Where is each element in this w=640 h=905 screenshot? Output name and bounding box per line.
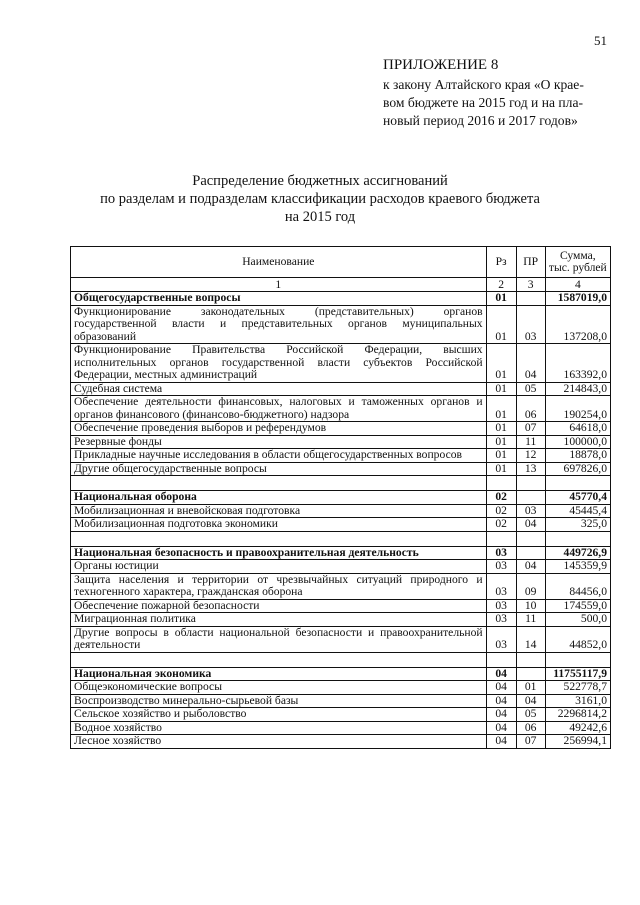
row-name: Другие общегосударственные вопросы [71,462,487,476]
row-pr: 04 [516,694,545,708]
spacer-cell [516,476,545,491]
row-pr: 11 [516,435,545,449]
row-amount: 137208,0 [545,305,610,344]
row-rz: 01 [486,462,516,476]
table-row [71,449,611,463]
header-pr: ПР [516,247,545,278]
table-section-row [71,546,611,560]
row-rz: 03 [486,599,516,613]
row-rz: 01 [486,344,516,383]
row-amount: 2296814,2 [545,708,610,722]
row-amount: 500,0 [545,613,610,627]
budget-table [70,246,611,749]
row-rz: 04 [486,708,516,722]
row-amount: 45445,4 [545,504,610,518]
row-rz: 02 [486,491,516,505]
row-name: Национальная безопасность и правоохранительная деятельность [71,546,487,560]
spacer-cell [516,531,545,546]
row-amount: 100000,0 [545,435,610,449]
row-amount: 44852,0 [545,626,610,652]
column-number-row [71,278,611,292]
column-number: 1 [71,278,487,292]
row-rz: 04 [486,694,516,708]
table-section-row [71,667,611,681]
row-amount: 84456,0 [545,573,610,599]
document-title-line: на 2015 год [284,209,356,225]
row-name: Органы юстиции [71,560,487,574]
row-amount: 45770,4 [545,491,610,505]
document-title-line: Распределение бюджетных ассигнований [192,173,448,189]
header-sum [545,247,610,278]
spacer-cell [71,652,487,667]
row-name: Судебная система [71,382,487,396]
row-amount: 18878,0 [545,449,610,463]
row-pr: 04 [516,344,545,383]
row-pr: 09 [516,573,545,599]
row-rz: 03 [486,626,516,652]
spacer-cell [545,652,610,667]
row-name: Прикладные научные исследования в области общегосударственных вопросов [71,449,487,463]
document-title-line: по разделам и подразделам классификации расходов краевого бюджета [100,191,540,207]
table-row [71,560,611,574]
table-row [71,305,611,344]
row-name: Функционирование Правительства Российской Федерации, высших исполнительных органов государственной власти субъектов Российской Федерации, местных администраций [71,344,487,383]
appendix-title: ПРИЛОЖЕНИЕ 8 [383,57,499,73]
table-row [71,518,611,532]
row-amount: 174559,0 [545,599,610,613]
row-name: Обеспечение проведения выборов и референдумов [71,422,487,436]
row-name: Обеспечение пожарной безопасности [71,599,487,613]
row-rz: 03 [486,546,516,560]
page-number: 51 [594,33,607,48]
row-rz: 02 [486,518,516,532]
row-pr [516,667,545,681]
spacer-cell [71,476,487,491]
row-amount: 49242,6 [545,721,610,735]
table-row [71,613,611,627]
header-sum-line: тыс. рублей [548,261,607,274]
appendix-line: вом бюджете на 2015 год и на пла- [383,95,584,110]
table-row [71,382,611,396]
row-pr: 13 [516,462,545,476]
row-amount: 3161,0 [545,694,610,708]
spacer-cell [486,476,516,491]
row-name: Водное хозяйство [71,721,487,735]
row-name: Другие вопросы в области национальной безопасности и правоохранительной деятельности [71,626,487,652]
table-row [71,344,611,383]
row-pr: 01 [516,681,545,695]
column-number: 2 [486,278,516,292]
row-rz: 01 [486,292,516,306]
row-rz: 04 [486,667,516,681]
row-amount: 11755117,9 [545,667,610,681]
row-pr: 06 [516,396,545,422]
row-rz: 02 [486,504,516,518]
table-row [71,435,611,449]
column-number: 4 [545,278,610,292]
row-name: Национальная оборона [71,491,487,505]
row-pr: 07 [516,735,545,749]
row-name: Сельское хозяйство и рыболовство [71,708,487,722]
row-rz: 01 [486,396,516,422]
header-rz: Рз [486,247,516,278]
spacer-cell [545,531,610,546]
row-rz: 04 [486,735,516,749]
row-name: Лесное хозяйство [71,735,487,749]
spacer-cell [71,531,487,546]
table-row [71,462,611,476]
row-pr [516,292,545,306]
row-name: Мобилизационная и вневойсковая подготовка [71,504,487,518]
row-amount: 522778,7 [545,681,610,695]
table-row [71,708,611,722]
header-name: Наименование [71,247,487,278]
table-spacer-row [71,476,611,491]
row-rz: 01 [486,382,516,396]
budget-table-body [71,292,611,749]
row-name: Общеэкономические вопросы [71,681,487,695]
row-rz: 01 [486,305,516,344]
table-row [71,721,611,735]
row-name: Общегосударственные вопросы [71,292,487,306]
table-spacer-row [71,531,611,546]
row-name: Миграционная политика [71,613,487,627]
row-amount: 256994,1 [545,735,610,749]
row-amount: 325,0 [545,518,610,532]
row-rz: 04 [486,681,516,695]
table-row [71,735,611,749]
row-pr: 04 [516,560,545,574]
table-row [71,573,611,599]
row-amount: 64618,0 [545,422,610,436]
appendix-block [383,56,623,130]
row-amount: 163392,0 [545,344,610,383]
row-pr: 07 [516,422,545,436]
row-pr [516,491,545,505]
table-row [71,599,611,613]
table-row [71,396,611,422]
row-amount: 214843,0 [545,382,610,396]
row-name: Обеспечение деятельности финансовых, налоговых и таможенных органов и органов финансового (финансово-бюджетного) надзора [71,396,487,422]
column-number: 3 [516,278,545,292]
row-rz: 04 [486,721,516,735]
row-name: Мобилизационная подготовка экономики [71,518,487,532]
spacer-cell [545,476,610,491]
row-rz: 03 [486,573,516,599]
row-amount: 1587019,0 [545,292,610,306]
row-amount: 449726,9 [545,546,610,560]
table-row [71,422,611,436]
appendix-line: новый период 2016 и 2017 годов» [383,113,578,128]
row-name: Воспроизводство минерально-сырьевой базы [71,694,487,708]
row-name: Резервные фонды [71,435,487,449]
row-amount: 145359,9 [545,560,610,574]
row-name: Защита населения и территории от чрезвычайных ситуаций природного и техногенного характера, гражданская оборона [71,573,487,599]
row-pr: 12 [516,449,545,463]
row-pr: 04 [516,518,545,532]
row-pr: 06 [516,721,545,735]
table-header-row [71,247,611,278]
table-row [71,681,611,695]
row-pr [516,546,545,560]
row-name: Функционирование законодательных (представительных) органов государственной власти и представительных органов муниципальных образований [71,305,487,344]
appendix-line: к закону Алтайского края «О крае- [383,77,584,92]
table-section-row [71,491,611,505]
spacer-cell [516,652,545,667]
table-row [71,504,611,518]
header-sum-line: Сумма, [559,248,596,262]
spacer-cell [486,531,516,546]
row-pr: 03 [516,305,545,344]
row-amount: 190254,0 [545,396,610,422]
row-rz: 03 [486,560,516,574]
document-title [0,172,640,226]
table-row [71,626,611,652]
row-pr: 05 [516,382,545,396]
row-name: Национальная экономика [71,667,487,681]
row-pr: 10 [516,599,545,613]
row-pr: 14 [516,626,545,652]
table-section-row [71,292,611,306]
row-amount: 697826,0 [545,462,610,476]
row-pr: 11 [516,613,545,627]
table-spacer-row [71,652,611,667]
row-pr: 05 [516,708,545,722]
row-pr: 03 [516,504,545,518]
spacer-cell [486,652,516,667]
row-rz: 03 [486,613,516,627]
row-rz: 01 [486,435,516,449]
table-row [71,694,611,708]
row-rz: 01 [486,422,516,436]
row-rz: 01 [486,449,516,463]
